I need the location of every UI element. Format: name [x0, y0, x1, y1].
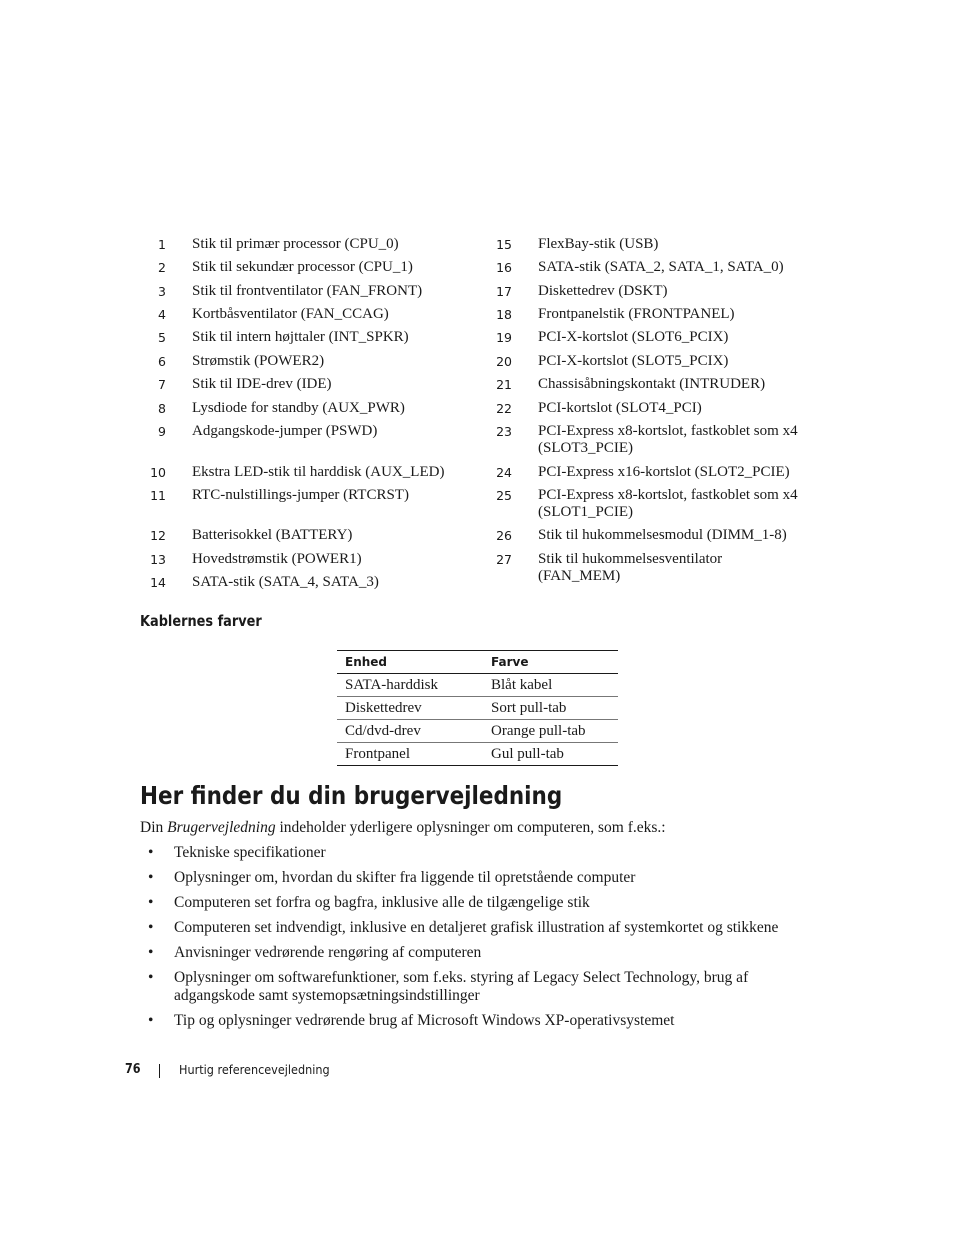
list-item-text: Oplysninger om, hvordan du skifter fra liggende til opretstående computer: [174, 869, 636, 886]
bullet-icon: •: [148, 944, 154, 961]
intro-italic-title: Brugervejledning: [167, 819, 276, 836]
page-heading-user-guide: Her finder du din brugervejledning: [140, 781, 563, 810]
legend-item-text: Adgangskode-jumper (PSWD): [192, 423, 378, 439]
legend-item-number: 24: [496, 465, 512, 480]
bullet-icon: •: [148, 1012, 154, 1029]
legend-item-text: Frontpanelstik (FRONTPANEL): [538, 306, 735, 322]
legend-item-number: 25: [496, 488, 512, 503]
table-cell-color: Orange pull-tab: [483, 720, 618, 743]
legend-item-text: Stik til sekundær processor (CPU_1): [192, 259, 413, 275]
table-header-color: Farve: [483, 651, 618, 674]
legend-item-number: 27: [496, 552, 512, 567]
bullet-icon: •: [148, 869, 154, 886]
table-row: [337, 743, 618, 766]
table-cell-device: Frontpanel: [337, 743, 483, 766]
legend-item-number: 22: [496, 401, 512, 416]
legend-item-text: FlexBay-stik (USB): [538, 236, 659, 252]
legend-item-text: PCI-Express x16-kortslot (SLOT2_PCIE): [538, 464, 790, 480]
legend-item-text: Stik til intern højttaler (INT_SPKR): [192, 329, 409, 345]
table-cell-device: Diskettedrev: [337, 697, 483, 720]
footer-divider: [159, 1064, 160, 1078]
legend-item-number: 4: [158, 307, 166, 322]
legend-item-text: RTC-nulstillings-jumper (RTCRST): [192, 487, 409, 503]
intro-prefix: Din: [140, 819, 168, 836]
legend-item-number: 10: [150, 465, 166, 480]
legend-item-text: Stik til frontventilator (FAN_FRONT): [192, 283, 423, 299]
bullet-icon: •: [148, 844, 154, 861]
table-cell-color: Blåt kabel: [483, 674, 618, 697]
legend-item-number: 12: [150, 528, 166, 543]
legend-item-text: Batterisokkel (BATTERY): [192, 527, 353, 543]
list-item-text: Computeren set indvendigt, inklusive en detaljeret grafisk illustration af systemkortet og stikkene: [174, 919, 779, 936]
table-cell-color: Gul pull-tab: [483, 743, 618, 766]
legend-item-number: 2: [158, 260, 166, 275]
list-item-text: Oplysninger om softwarefunktioner, som f.eks. styring af Legacy Select Technology, brug af adgangskode samt systemopsætningsindstillinger: [174, 969, 749, 1004]
bullet-icon: •: [148, 969, 154, 986]
legend-item-number: 20: [496, 354, 512, 369]
bullet-icon: •: [148, 894, 154, 911]
legend-item-number: 19: [496, 330, 512, 345]
legend-item-text: PCI-Express x8-kortslot, fastkoblet som x4 (SLOT3_PCIE): [538, 423, 798, 456]
legend-item-number: 14: [150, 575, 166, 590]
legend-item-number: 5: [158, 330, 166, 345]
legend-item-number: 15: [496, 237, 512, 252]
legend-item-number: 7: [158, 377, 166, 392]
footer-title: Hurtig referencevejledning: [179, 1062, 330, 1077]
legend-item-text: PCI-X-kortslot (SLOT5_PCIX): [538, 353, 729, 369]
legend-item-number: 23: [496, 424, 512, 439]
legend-item-text: Stik til hukommelsesmodul (DIMM_1-8): [538, 527, 787, 543]
list-item-text: Anvisninger vedrørende rengøring af computeren: [174, 944, 482, 961]
legend-item-number: 3: [158, 284, 166, 299]
legend-item-text: Diskettedrev (DSKT): [538, 283, 668, 299]
intro-paragraph: [140, 819, 820, 837]
page-number: 76: [125, 1062, 141, 1077]
list-item-text: Computeren set forfra og bagfra, inklusive alle de tilgængelige stik: [174, 894, 590, 911]
legend-item-text: SATA-stik (SATA_4, SATA_3): [192, 574, 379, 590]
section-heading-cable-colors: Kablernes farver: [140, 612, 262, 630]
legend-item-number: 26: [496, 528, 512, 543]
legend-item-number: 13: [150, 552, 166, 567]
table-row: [337, 674, 618, 697]
table-cell-device: Cd/dvd-drev: [337, 720, 483, 743]
legend-item-number: 6: [158, 354, 166, 369]
legend-item-text: Stik til primær processor (CPU_0): [192, 236, 399, 252]
legend-item-number: 17: [496, 284, 512, 299]
legend-item-number: 11: [150, 488, 166, 503]
list-item-text: Tekniske specifikationer: [174, 844, 326, 861]
legend-item-text: SATA-stik (SATA_2, SATA_1, SATA_0): [538, 259, 784, 275]
legend-item-text: Stik til hukommelsesventilator (FAN_MEM): [538, 551, 723, 584]
legend-item-text: PCI-Express x8-kortslot, fastkoblet som x4 (SLOT1_PCIE): [538, 487, 798, 520]
table-cell-device: SATA-harddisk: [337, 674, 483, 697]
table-cell-color: Sort pull-tab: [483, 697, 618, 720]
cable-color-table: [337, 650, 618, 766]
legend-item-text: Strømstik (POWER2): [192, 353, 325, 369]
legend-item-number: 8: [158, 401, 166, 416]
table-row: [337, 697, 618, 720]
legend-item-text: Stik til IDE-drev (IDE): [192, 376, 332, 392]
legend-item-number: 1: [158, 237, 166, 252]
legend-item-text: Lysdiode for standby (AUX_PWR): [192, 400, 405, 416]
table-row: [337, 720, 618, 743]
legend-item-number: 9: [158, 424, 166, 439]
bullet-icon: •: [148, 919, 154, 936]
legend-item-number: 16: [496, 260, 512, 275]
intro-suffix: indeholder yderligere oplysninger om computeren, som f.eks.:: [275, 819, 666, 836]
legend-item-text: Hovedstrømstik (POWER1): [192, 551, 362, 567]
legend-item-number: 21: [496, 377, 512, 392]
table-header-device: Enhed: [337, 651, 483, 674]
table-header-row: [337, 651, 618, 674]
legend-item-text: PCI-X-kortslot (SLOT6_PCIX): [538, 329, 729, 345]
legend-item-text: Chassisåbningskontakt (INTRUDER): [538, 376, 766, 392]
legend-item-number: 18: [496, 307, 512, 322]
legend-item-text: Kortbåsventilator (FAN_CCAG): [192, 306, 389, 322]
legend-item-text: PCI-kortslot (SLOT4_PCI): [538, 400, 702, 416]
legend-item-text: Ekstra LED-stik til harddisk (AUX_LED): [192, 464, 445, 480]
list-item-text: Tip og oplysninger vedrørende brug af Microsoft Windows XP-operativsystemet: [174, 1012, 675, 1029]
